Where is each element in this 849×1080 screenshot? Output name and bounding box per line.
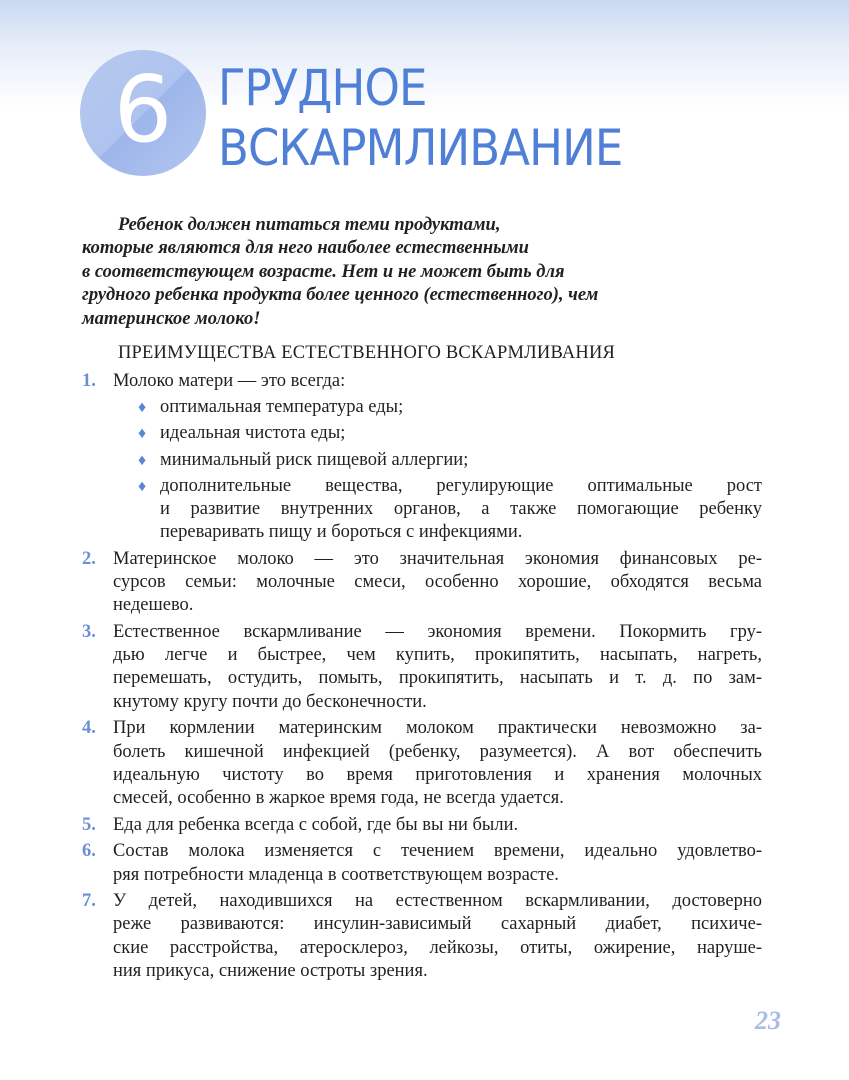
- list-item-line: дью легче и быстрее, чем купить, прокипятить, насыпать, нагреть,: [113, 645, 762, 666]
- bullet-line: идеальная чистота еды;: [160, 423, 346, 444]
- intro-paragraph: [82, 214, 722, 331]
- list-item-line: перемешать, остудить, помыть, прокипятить, насыпать и т. д. по зам-: [113, 668, 762, 689]
- list-item-line: болеть кишечной инфекцией (ребенку, разумеется). А вот обеспечить: [113, 741, 762, 762]
- list-item: [82, 814, 762, 837]
- section-heading: ПРЕИМУЩЕСТВА ЕСТЕСТВЕННОГО ВСКАРМЛИВАНИЯ: [118, 343, 616, 363]
- list-item-line: Еда для ребенка всегда с собой, где бы вы ни были.: [113, 814, 519, 835]
- list-item: [82, 717, 762, 810]
- list-item-number: 1.: [82, 371, 96, 391]
- intro-line: в соответствующем возрасте. Нет и не может быть для: [82, 261, 565, 282]
- page-number: 23: [755, 1006, 781, 1035]
- advantages-list: [82, 370, 762, 987]
- list-item: [82, 370, 762, 544]
- intro-line: грудного ребенка продукта более ценного (естественного), чем: [82, 285, 599, 306]
- list-item-line: Состав молока изменяется с течением времени, идеально удовлетво-: [113, 841, 762, 862]
- list-item-number: 7.: [82, 891, 96, 912]
- bullet-item: [138, 396, 762, 419]
- list-item: [82, 621, 762, 714]
- list-item-line: Естественное вскармливание — экономия времени. Покормить гру-: [113, 622, 762, 643]
- diamond-bullet-icon: ♦: [138, 399, 147, 417]
- list-item-line: ряя потребности младенца в соответствующем возрасте.: [113, 864, 559, 885]
- bullet-line: дополнительные вещества, регулирующие оптимальные рост: [160, 475, 762, 496]
- intro-line: которые являются для него наиболее естественными: [82, 238, 529, 259]
- chapter-number-badge: [80, 50, 206, 176]
- list-item-line: ские расстройства, атеросклероз, лейкозы, отиты, ожирение, наруше-: [113, 937, 762, 958]
- list-item-line: сурсов семьи: молочные смеси, особенно хорошие, обходятся весьма: [113, 572, 762, 593]
- list-item-line: Материнское молоко — это значительная экономия финансовых ре-: [113, 548, 762, 569]
- bullet-item: [138, 475, 762, 545]
- chapter-title-line: ГРУДНОЕ: [218, 59, 427, 117]
- list-item-line: кнутому кругу почти до бесконечности.: [113, 691, 427, 712]
- intro-line: Ребенок должен питаться теми продуктами,: [118, 215, 501, 235]
- list-item-number: 5.: [82, 814, 96, 835]
- bullet-item: [138, 449, 762, 472]
- bullet-list: [138, 396, 762, 544]
- list-item-line: смесей, особенно в жаркое время года, не всегда удается.: [113, 787, 564, 808]
- bullet-line: минимальный риск пищевой аллергии;: [160, 449, 469, 470]
- list-item: [82, 890, 762, 983]
- bullet-line: и развитие внутренних органов, а также помогающие ребенку: [160, 499, 762, 520]
- list-item: [82, 548, 762, 618]
- list-item-line: ния прикуса, снижение остроты зрения.: [113, 960, 428, 981]
- list-item-line: реже развиваются: инсулин-зависимый сахарный диабет, психиче-: [113, 914, 762, 935]
- diamond-bullet-icon: ♦: [138, 451, 147, 469]
- intro-line: материнское молоко!: [82, 308, 261, 329]
- list-item-line: недешево.: [113, 595, 194, 616]
- list-item-number: 2.: [82, 548, 96, 569]
- list-item-line: идеальную чистоту во время приготовления и хранения молочных: [113, 764, 762, 785]
- list-item: [82, 840, 762, 886]
- list-item-number: 4.: [82, 718, 96, 739]
- chapter-number: 6: [113, 56, 173, 163]
- chapter-title: [218, 58, 622, 178]
- list-item-number: 6.: [82, 841, 96, 862]
- list-item-line: При кормлении материнским молоком практически невозможно за-: [113, 718, 762, 739]
- chapter-title-line: ВСКАРМЛИВАНИЕ: [218, 119, 623, 177]
- list-item-line: Молоко матери — это всегда:: [113, 371, 346, 391]
- diamond-bullet-icon: ♦: [138, 477, 147, 495]
- bullet-item: [138, 422, 762, 445]
- diamond-bullet-icon: ♦: [138, 425, 147, 443]
- bullet-line: переваривать пищу и бороться с инфекциями.: [160, 522, 523, 543]
- bullet-line: оптимальная температура еды;: [160, 397, 404, 418]
- list-item-line: У детей, находившихся на естественном вскармливании, достоверно: [113, 891, 762, 912]
- list-item-number: 3.: [82, 622, 96, 643]
